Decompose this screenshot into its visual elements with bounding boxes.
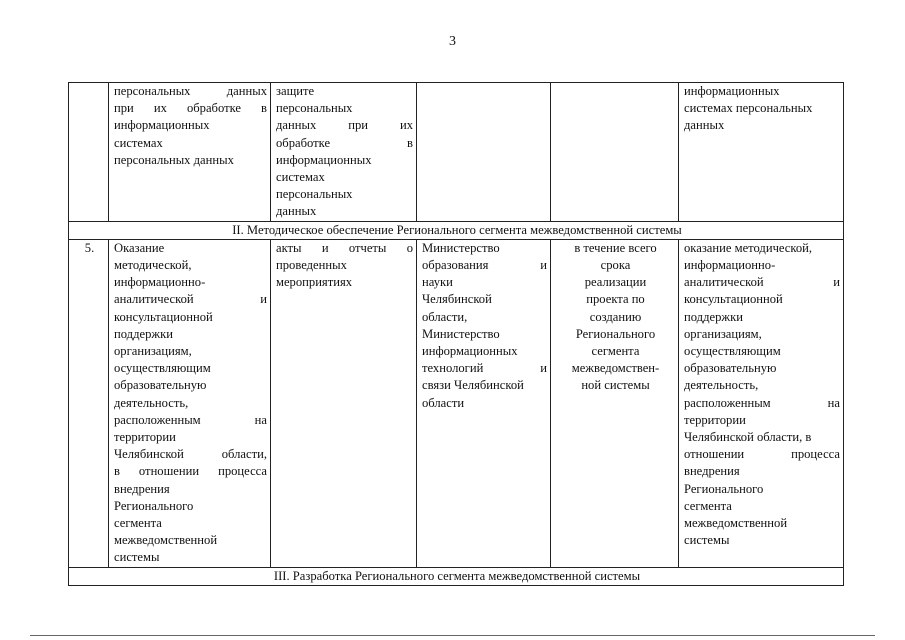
cell-activity-5 — [109, 239, 271, 567]
cell-number-5: 5. — [69, 239, 109, 567]
text-line: расположенным на — [684, 395, 840, 410]
text-line: информационных — [422, 344, 518, 359]
text-line: технологий и — [422, 361, 547, 376]
text-line: Челябинской области, в — [684, 430, 812, 445]
text-line: системах персональных — [684, 101, 813, 116]
text-line: данных — [684, 118, 725, 133]
text-line: акты и отчеты о — [276, 240, 413, 255]
text-line: связи Челябинской — [422, 378, 524, 393]
text-line: системах — [276, 170, 325, 185]
cell-deadline-5 — [551, 239, 679, 567]
cell-result-5 — [271, 239, 417, 567]
text-line: персональных — [276, 187, 353, 202]
cell-outcome-continued — [679, 83, 844, 222]
cell-outcome-5 — [679, 239, 844, 567]
text-line: образовательную — [114, 378, 207, 393]
text-line: поддержки — [684, 309, 743, 324]
text-line: территории — [114, 430, 176, 445]
text-line: межведомствен- — [571, 361, 660, 376]
cell-result-continued — [271, 83, 417, 222]
text-line: информационно- — [114, 275, 206, 290]
text-line: Оказание — [114, 240, 165, 255]
text-line: защите — [276, 84, 315, 98]
text-line: Министерство — [422, 326, 500, 341]
cell-activity-continued — [109, 83, 271, 222]
text-line: отношении процесса — [684, 447, 840, 462]
text-line: образования и — [422, 258, 547, 273]
text-line: в течение всего — [574, 240, 657, 255]
text-line: при их обработке в — [114, 101, 267, 116]
text-line: территории — [684, 412, 746, 427]
text-line: поддержки — [114, 326, 173, 341]
text-line: реализации — [584, 275, 647, 290]
text-line: в отношении процесса — [114, 464, 267, 479]
table-row-5 — [69, 239, 844, 567]
text-line: Регионального — [684, 481, 764, 496]
text-line: консультационной — [684, 292, 783, 307]
text-line: данных — [276, 204, 317, 219]
text-line: осуществляющим — [114, 361, 211, 376]
text-line: Регионального — [575, 326, 656, 341]
cell-deadline-continued — [551, 83, 679, 222]
text-line: межведомственной — [684, 516, 788, 531]
text-line: внедрения — [684, 464, 740, 479]
text-line: срока — [600, 258, 631, 273]
text-line: организациям, — [114, 344, 192, 359]
cell-number-continued — [69, 83, 109, 222]
text-line: мероприятиях — [276, 275, 353, 290]
text-line: внедрения — [114, 481, 170, 496]
text-line: межведомственной — [114, 533, 218, 548]
text-line: аналитической и — [114, 292, 267, 307]
text-line: информационных — [684, 84, 780, 98]
text-line: области — [422, 395, 465, 410]
text-line: системы — [684, 533, 730, 548]
text-line: осуществляющим — [684, 344, 781, 359]
plan-table — [68, 82, 844, 586]
section-row-3 — [69, 567, 844, 585]
text-line: персональных данных — [114, 152, 234, 167]
text-line: персональных — [276, 101, 353, 116]
text-line: области, — [422, 309, 468, 324]
cell-executor-5 — [417, 239, 551, 567]
text-line: Министерство — [422, 240, 500, 255]
text-line: системы — [114, 550, 160, 565]
text-line: науки — [422, 275, 453, 290]
text-line: Челябинской области, — [114, 447, 267, 462]
text-line: аналитической и — [684, 275, 840, 290]
text-line: консультационной — [114, 309, 213, 324]
text-line: оказание методической, — [684, 240, 813, 255]
text-line: проведенных — [276, 258, 347, 273]
text-line: созданию — [589, 309, 642, 324]
text-line: данных при их — [276, 118, 413, 133]
text-line: Регионального — [114, 498, 194, 513]
text-line: персональных данных — [114, 84, 267, 98]
text-line: сегмента — [591, 344, 640, 359]
section-heading-2: II. Методическое обеспечение Регионального сегмента межведомственной системы — [69, 221, 844, 239]
text-line: информационных — [276, 152, 372, 167]
text-line: деятельность, — [684, 378, 759, 393]
text-line: проекта по — [586, 292, 645, 307]
text-line: системах — [114, 135, 163, 150]
table-row-continued — [69, 83, 844, 222]
text-line: образовательную — [684, 361, 777, 376]
text-line: обработке в — [276, 135, 413, 150]
section-row-2 — [69, 221, 844, 239]
text-line: сегмента — [114, 516, 162, 531]
text-line: ной системы — [581, 378, 650, 393]
text-line: информационных — [114, 118, 210, 133]
text-line: информационно- — [684, 258, 776, 273]
text-line: Челябинской — [422, 292, 492, 307]
page-number: 3 — [449, 34, 456, 49]
text-line: организациям, — [684, 326, 762, 341]
page-bottom-rule — [30, 635, 875, 636]
text-line: расположенным на — [114, 412, 267, 427]
section-heading-3: III. Разработка Регионального сегмента межведомственной системы — [69, 567, 844, 585]
text-line: методической, — [114, 258, 192, 273]
text-line: деятельность, — [114, 395, 189, 410]
text-line: сегмента — [684, 498, 732, 513]
cell-executor-continued — [417, 83, 551, 222]
